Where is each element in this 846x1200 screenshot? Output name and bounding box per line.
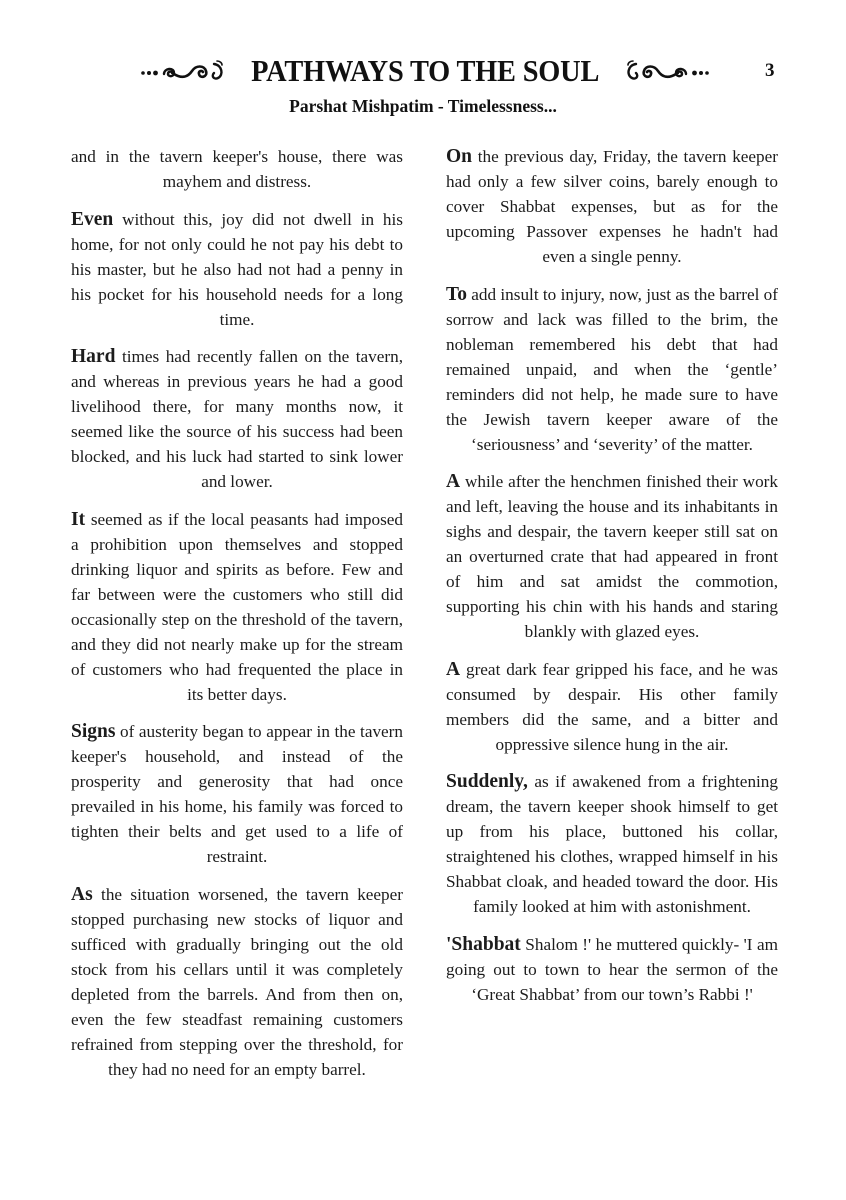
right-column [446, 144, 778, 1019]
article-subtitle: Parshat Mishpatim - Timelessness... [289, 96, 557, 116]
paragraph [71, 144, 403, 194]
header-title: PATHWAYS TO THE SOUL [250, 53, 600, 88]
paragraph-body: the situation worsened, the tavern keeper stopped purchasing new stocks of liquor and sufficed with gradually bringing out the old stock from his cellars until it was completely depleted from the barrels. And from then on, even the few steadfast remaining customers refrained from stepping over the threshold, for they had no need for an empty barrel. [71, 884, 403, 1079]
right-flourish-icon [614, 59, 710, 83]
paragraph [446, 657, 778, 757]
paragraph-body: without this, joy did not dwell in his home, for not only could he not pay his debt to his master, but he also had not had a penny in his pocket for his household needs for a long time. [71, 209, 403, 329]
paragraph-body: as if awakened from a frightening dream, the tavern keeper shook himself to get up from his place, buttoned his collar, straightened his clothes, wrapped himself in his Shabbat cloak, and headed toward the door. His family looked at him with astonishment. [446, 772, 778, 916]
page-header [0, 52, 846, 92]
paragraph-body: while after the henchmen finished their work and left, leaving the house and its inhabitants in sighs and despair, the tavern keeper still sat on an overturned crate that had appeared in front of him and sat amidst the commotion, supporting his chin with his hands and staring blankly with glazed eyes. [446, 472, 778, 641]
paragraph-body: add insult to injury, now, just as the barrel of sorrow and lack was filled to the brim, the nobleman remembered his debt that had remained unpaid, and when the ‘gentle’ reminders did not help, he made sure to have the Jewish tavern keeper aware of the ‘seriousness’ and ‘severity’ of the matter. [446, 284, 778, 454]
paragraph [446, 282, 778, 457]
paragraph-lead: Signs [71, 721, 116, 742]
header-title-group [130, 52, 720, 90]
paragraph-body: the previous day, Friday, the tavern keeper had only a few silver coins, barely enough to cover Shabbat expenses, but as for the upcoming Passover expenses he hadn't had even a single penny. [446, 147, 778, 266]
paragraph-lead: A [446, 471, 461, 492]
paragraph-body: of austerity began to appear in the tavern keeper's household, and instead of the prosperity and generosity that had once prevailed in his home, his family was forced to tighten their belts and get used to a life of restraint. [71, 722, 403, 866]
paragraph-lead: Hard [71, 346, 116, 367]
left-column [71, 144, 403, 1094]
paragraph-lead: A [446, 658, 461, 680]
paragraph-lead: 'Shabbat [446, 933, 521, 955]
paragraph [446, 932, 778, 1007]
paragraph-lead: On [446, 146, 473, 167]
paragraph-lead: Even [71, 208, 114, 230]
paragraph-body: times had recently fallen on the tavern, and whereas in previous years he had a good livelihood there, for many months now, it seemed like the source of his success had been blocked, and his luck had started to sink lower and lower. [71, 347, 403, 491]
paragraph-body: great dark fear gripped his face, and he was consumed by despair. His other family members did the same, and a bitter and oppressive silence hung in the air. [446, 659, 778, 754]
paragraph-body: Shalom !' he muttered quickly- 'I am going out to town to hear the sermon of the ‘Great Shabbat’ from our town’s Rabbi !' [446, 934, 778, 1004]
page-number: 3 [765, 60, 775, 81]
paragraph [71, 207, 403, 332]
paragraph-body: seemed as if the local peasants had imposed a prohibition upon themselves and stopped drinking liquor and spirits as before. Few and far between were the customers who still did occasionally step on the threshold of the tavern, and they did not nearly make up for the stream of customers who had frequented the place in its better days. [71, 509, 403, 704]
paragraph-lead: As [71, 883, 93, 905]
paragraph-body: and in the tavern keeper's house, there was mayhem and distress. [71, 147, 403, 191]
paragraph-lead: It [71, 508, 86, 530]
paragraph [446, 769, 778, 919]
paragraph [71, 344, 403, 494]
paragraph [446, 144, 778, 269]
paragraph [71, 507, 403, 707]
paragraph [71, 882, 403, 1082]
paragraph [446, 469, 778, 644]
paragraph-lead: To [446, 283, 467, 305]
paragraph [71, 719, 403, 869]
paragraph-lead: Suddenly, [446, 771, 528, 792]
left-flourish-icon [140, 59, 236, 83]
